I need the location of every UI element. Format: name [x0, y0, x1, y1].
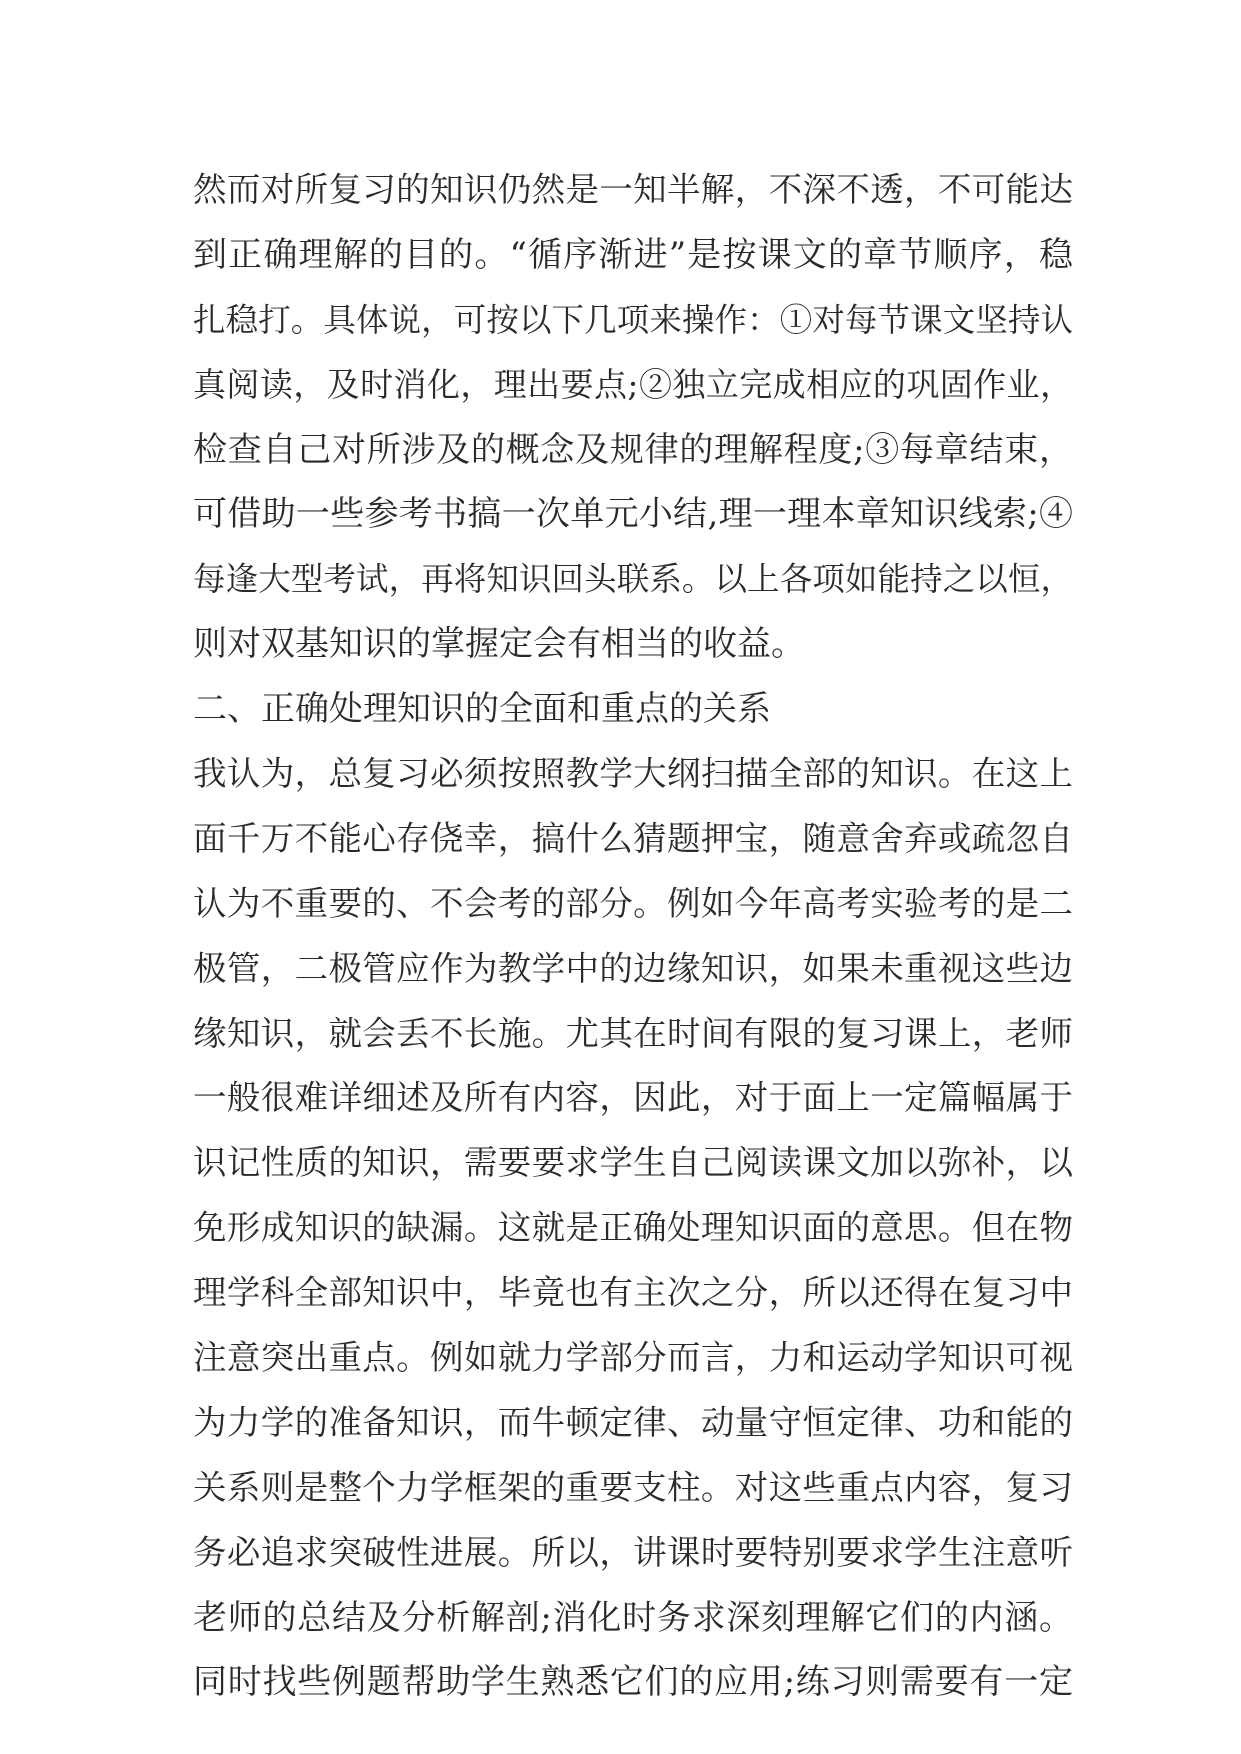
text-line: 为力学的准备知识，而牛顿定律、动量守恒定律、功和能的 [193, 1402, 1073, 1442]
section-heading: 二、正确处理知识的全面和重点的关系 [193, 689, 771, 730]
text-line: 注意突出重点。例如就力学部分而言，力和运动学知识可视 [193, 1338, 1073, 1378]
text-line: 然而对所复习的知识仍然是一知半解，不深不透，不可能达 [193, 170, 1073, 209]
text-line: 免形成知识的缺漏。这就是正确处理知识面的意思。但在物 [193, 1208, 1073, 1248]
text-line: 每逢大型考试，再将知识回头联系。以上各项如能持之以恒， [193, 560, 1073, 599]
text-line: 务必追求突破性进展。所以，讲课时要特别要求学生注意听 [193, 1532, 1073, 1572]
text-line: 一般很难详细述及所有内容，因此，对于面上一定篇幅属于 [193, 1078, 1073, 1118]
text-line: 面千万不能心存侥幸，搞什么猜题押宝，随意舍弃或疏忽自 [193, 818, 1073, 858]
text-line: 扎稳打。具体说，可按以下几项来操作：①对每节课文坚持认 [193, 300, 1073, 339]
text-line: 则对双基知识的掌握定会有相当的收益。 [193, 624, 805, 665]
body-text [193, 158, 1073, 1715]
text-line: 我认为，总复习必须按照教学大纲扫描全部的知识。在这上 [193, 754, 1073, 794]
text-line: 识记性质的知识，需要要求学生自己阅读课文加以弥补，以 [193, 1143, 1073, 1183]
text-line: 关系则是整个力学框架的重要支柱。对这些重点内容，复习 [193, 1467, 1073, 1507]
text-line: 检查自己对所涉及的概念及规律的理解程度;③每章结束， [193, 429, 1073, 470]
text-line: 到正确理解的目的。“循序渐进”是按课文的章节顺序，稳 [193, 234, 1073, 275]
text-line: 极管，二极管应作为教学中的边缘知识，如果未重视这些边 [193, 948, 1073, 988]
text-line: 缘知识，就会丢不长施。尤其在时间有限的复习课上，老师 [193, 1013, 1073, 1053]
text-line: 理学科全部知识中，毕竟也有主次之分，所以还得在复习中 [193, 1273, 1073, 1313]
text-line: 同时找些例题帮助学生熟悉它们的应用;练习则需要有一定 [193, 1662, 1073, 1703]
text-line: 老师的总结及分析解剖;消化时务求深刻理解它们的内涵。 [193, 1597, 1074, 1638]
text-line: 真阅读，及时消化，理出要点;②独立完成相应的巩固作业， [193, 364, 1073, 404]
text-line: 认为不重要的、不会考的部分。例如今年高考实验考的是二 [193, 883, 1073, 923]
text-line: 可借助一些参考书搞一次单元小结,理一理本章知识线索;④ [193, 494, 1073, 535]
